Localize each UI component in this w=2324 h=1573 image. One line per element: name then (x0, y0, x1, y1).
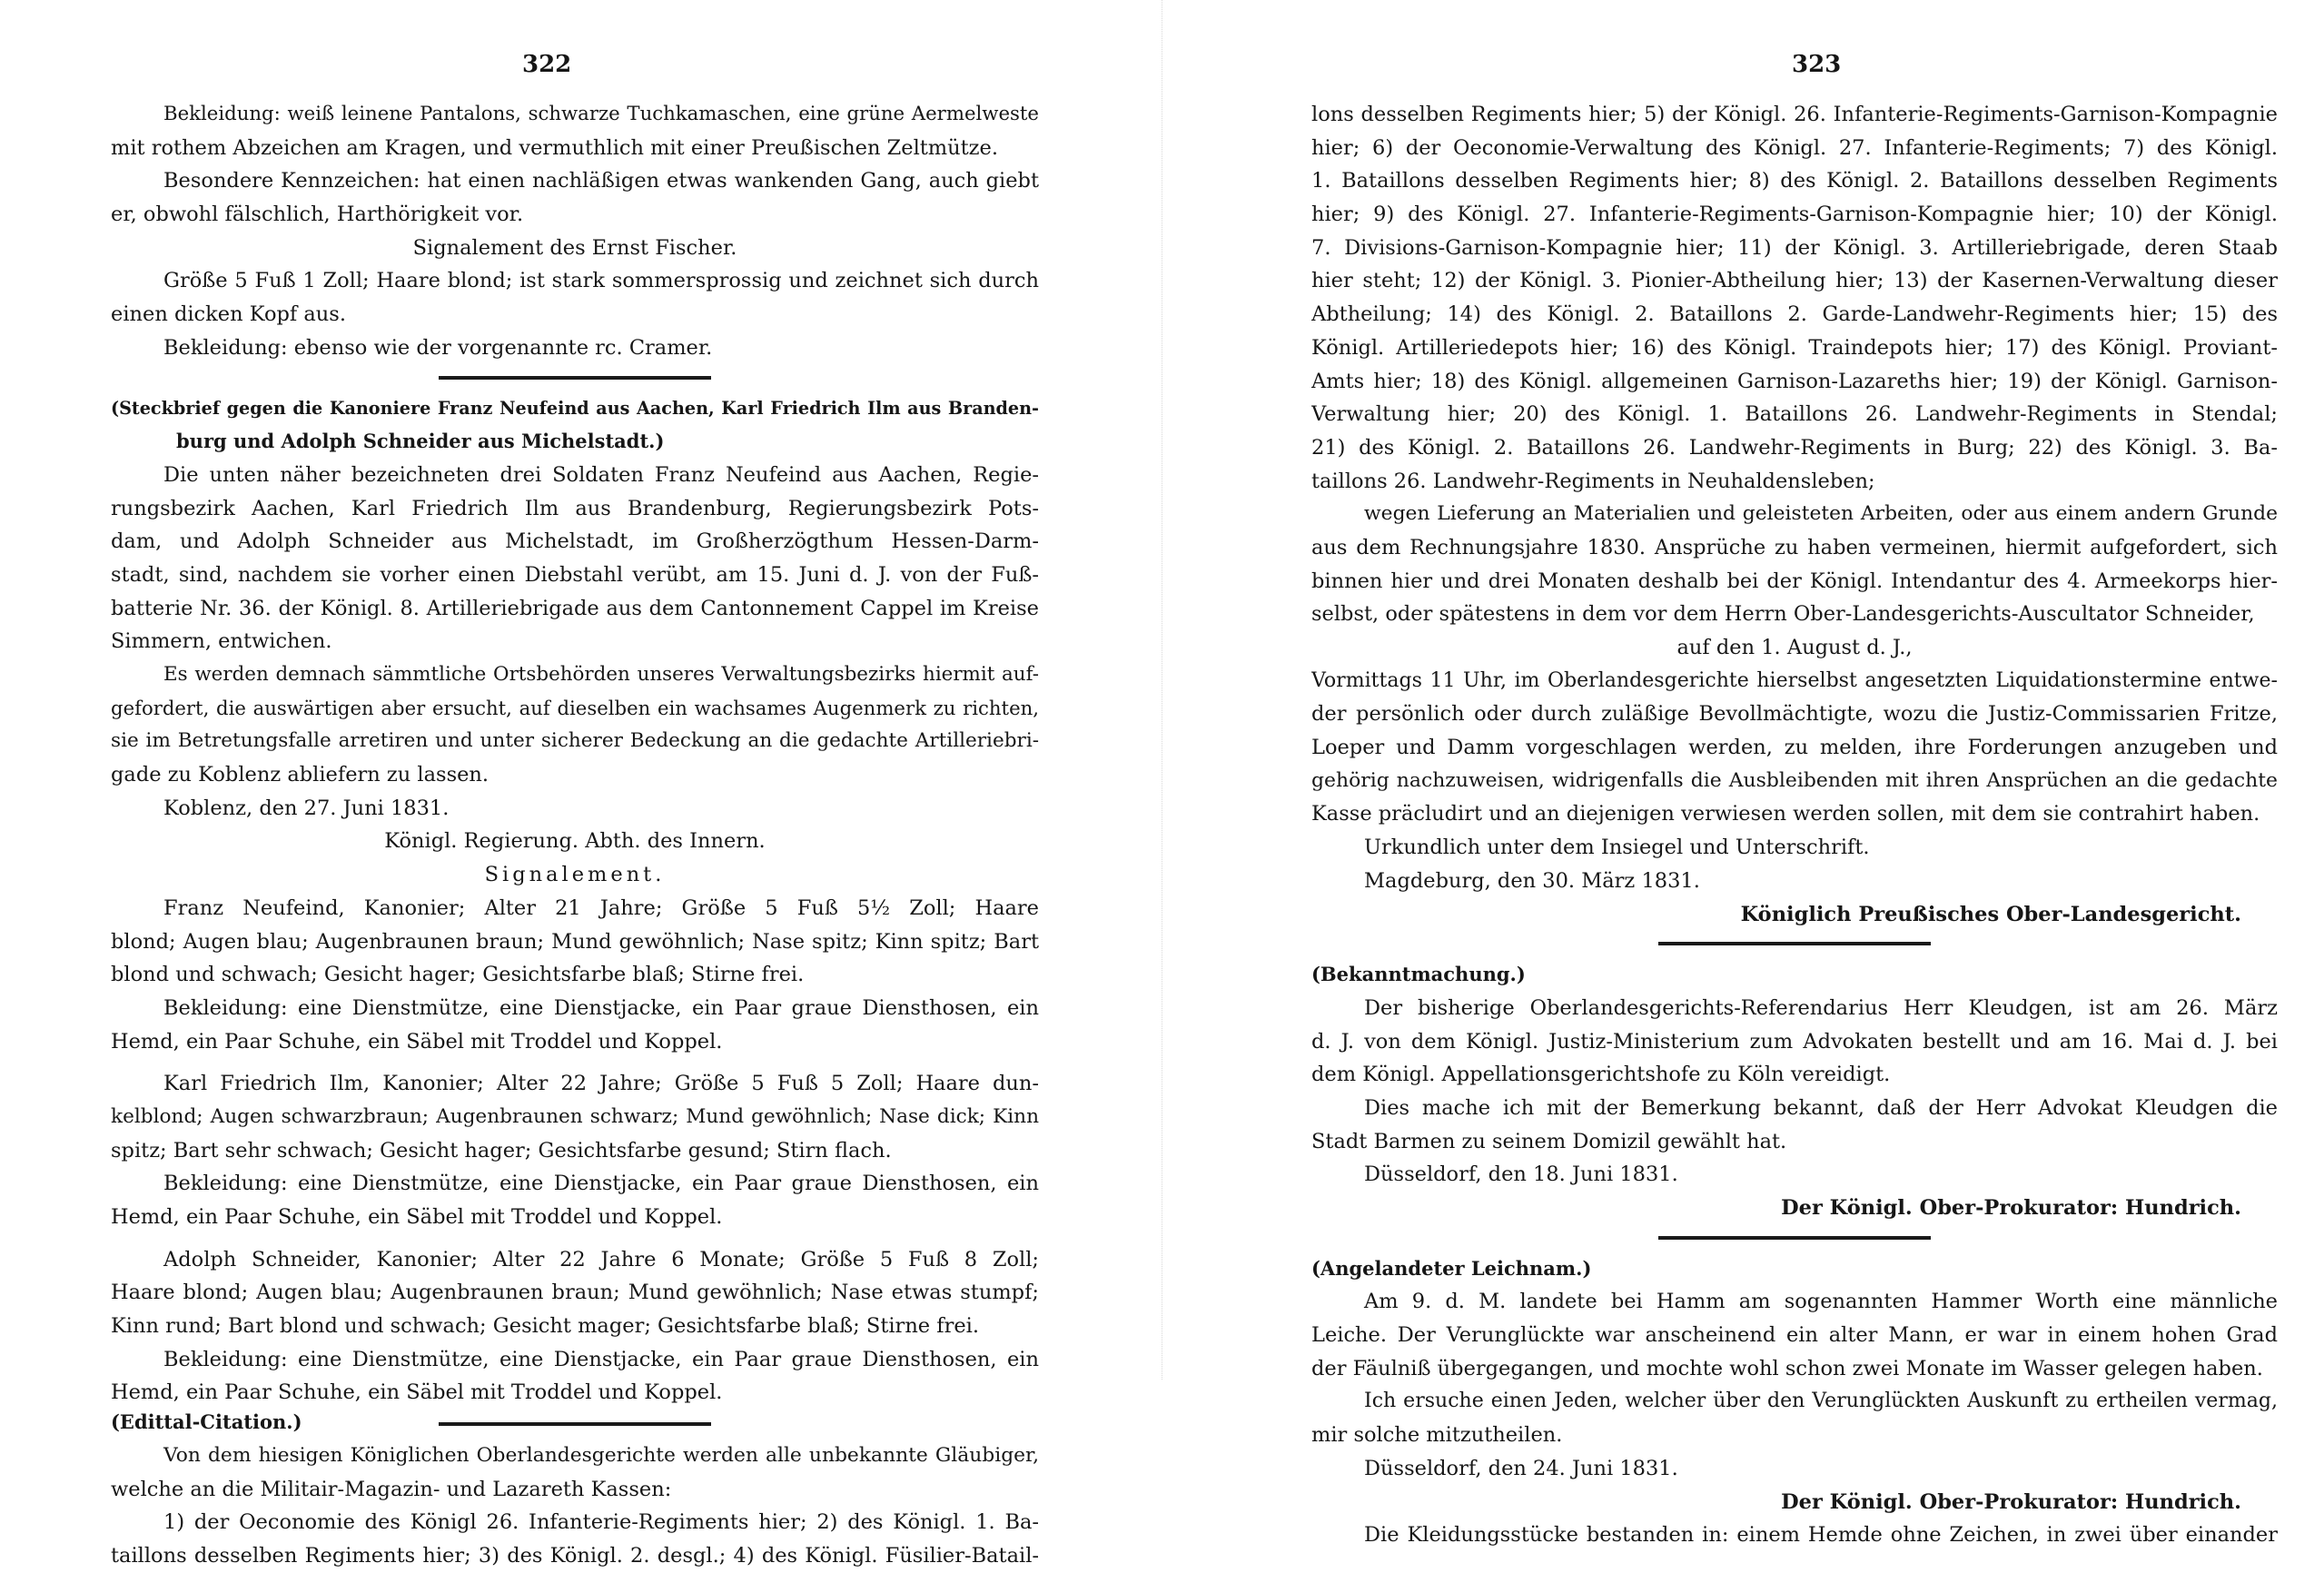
text-line: Verwaltung hier; 20) des Königl. 1. Bataillons 26. Landwehr-Regiments in Stendal; (1311, 402, 2278, 427)
text-line: stadt, sind, nachdem sie vorher einen Diebstahl verübt, am 15. Juni d. J. von der Fuß- (111, 562, 1039, 587)
text-line: gehörig nachzuweisen, widrigenfalls die Ausbleibenden mit ihren Ansprüchen an die gedachte (1311, 768, 2278, 792)
text-line: Karl Friedrich Ilm, Kanonier; Alter 22 Jahre; Größe 5 Fuß 5 Zoll; Haare dun- (163, 1072, 1039, 1096)
paragraph (111, 331, 1039, 365)
text-line: (Angelandeter Leichnam.) (1311, 1256, 1592, 1280)
text-line: Düsseldorf, den 24. Juni 1831. (1364, 1456, 1678, 1480)
text-line: Dies mache ich mit der Bemerkung bekannt, daß der Herr Advokat Kleudgen die (1364, 1095, 2278, 1120)
paragraph (1311, 1452, 2278, 1486)
text-line: spitz; Bart sehr schwach; Gesicht hager; Gesichtsfarbe gesund; Stirn flach. (111, 1138, 892, 1162)
text-line: Bekleidung: eine Dienstmütze, eine Dienstjacke, ein Paar graue Diensthosen, ein (163, 1172, 1039, 1196)
paragraph (1311, 1092, 2278, 1158)
spacer (111, 1058, 1039, 1067)
paragraph (1311, 865, 2278, 898)
paragraph (111, 459, 1039, 658)
right-column (1311, 98, 2278, 1552)
text-line: sie im Betretungsfalle arretiren und unter sicherer Bedeckung an die gedachte Artilleriebri- (111, 729, 1039, 753)
text-line: binnen hier und drei Monaten deshalb bei der Königl. Intendantur des 4. Armeekorps hier- (1311, 569, 2278, 593)
text-line: 1) der Oeconomie des Königl 26. Infanterie-Regiments hier; 2) des Königl. 1. Ba- (163, 1510, 1039, 1535)
heading-text: Königl. Regierung. Abth. des Innern. (384, 829, 766, 854)
paragraph (111, 164, 1039, 231)
text-line: einen dicken Kopf aus. (111, 302, 346, 327)
text-line: 1. Bataillons desselben Regiments hier; 8) des Königl. 2. Bataillons desselben Regiments (1311, 169, 2278, 193)
paragraph (111, 1067, 1039, 1167)
text-line: burg und Adolph Schneider aus Michelstadt.) (176, 430, 665, 453)
section-heading (111, 858, 1039, 892)
text-line: (Bekanntmachung.) (1311, 963, 1526, 986)
paragraph (111, 1167, 1039, 1233)
text-line: Die unten näher bezeichneten drei Soldaten Franz Neufeind aus Aachen, Regie- (163, 462, 1039, 487)
text-line: Es werden demnach sämmtliche Ortsbehörden unseres Verwaltungsbezirks hiermit auf- (163, 663, 1039, 686)
paragraph (111, 992, 1039, 1058)
text-line: Loeper und Damm vorgeschlagen werden, zu melden, ihre Forderungen anzugeben und (1311, 736, 2278, 760)
section-divider (1658, 942, 1931, 945)
section-caption (1311, 1252, 2278, 1286)
text-line: Abtheilung; 14) des Königl. 2. Bataillons 2. Garde-Landwehr-Regiments hier; 15) des (1311, 302, 2278, 327)
text-line: taillons desselben Regiments hier; 3) des Königl. 2. desgl.; 4) des Königl. Füsilier-Batail- (111, 1543, 1039, 1568)
text-line: Kasse präcludirt und an diejenigen verwiesen werden sollen, mit dem sie contrahirt haben. (1311, 802, 2260, 826)
text-line: 21) des Königl. 2. Bataillons 26. Landwehr-Regiments in Burg; 22) des Königl. 3. Ba- (1311, 435, 2278, 460)
paragraph (1311, 498, 2278, 631)
text-line: Die Kleidungsstücke bestanden in: einem Hemde ohne Zeichen, in zwei über einander (1364, 1523, 2278, 1548)
text-line: mit rothem Abzeichen am Kragen, und vermuthlich mit einer Preußischen Zeltmütze. (111, 135, 998, 160)
text-line: Ich ersuche einen Jeden, welcher über den Verunglückten Auskunft zu ertheilen vermag, (1364, 1390, 2278, 1413)
text-line: der persönlich oder durch zuläßige Bevollmächtigte, wozu die Justiz-Commissarien Fritze, (1311, 702, 2278, 727)
paragraph (1311, 98, 2278, 498)
text-line: Vormittags 11 Uhr, im Oberlandesgerichte hierselbst angesetzten Liquidationstermine entwe- (1311, 668, 2278, 692)
text-line: Magdeburg, den 30. März 1831. (1364, 868, 1700, 893)
caption-text: (Edittal-Citation.) (111, 1410, 302, 1434)
page-number: 322 (522, 51, 572, 78)
text-line: Bekleidung: ebenso wie der vorgenannte rc. Cramer. (163, 335, 713, 360)
text-line: Bekleidung: weiß leinene Pantalons, schwarze Tuchkamaschen, eine grüne Aermelweste (163, 103, 1039, 125)
paragraph (111, 1343, 1039, 1410)
paragraph (1311, 1519, 2278, 1552)
text-line: Kinn rund; Bart blond und schwach; Gesicht mager; Gesichtsfarbe blaß; Stirne frei. (111, 1314, 980, 1339)
section-caption (1311, 958, 2278, 992)
text-line: Haare blond; Augen blau; Augenbraunen braun; Mund gewöhnlich; Nase etwas stumpf; (111, 1281, 1039, 1305)
text-line: gade zu Koblenz abliefern zu lassen. (111, 763, 490, 787)
paragraph (111, 264, 1039, 331)
text-line: hier steht; 12) der Königl. 3. Pionier-Abtheilung hier; 13) der Kasernen-Verwaltung dieser (1311, 269, 2278, 293)
text-line: er, obwohl fälschlich, Harthörigkeit vor. (111, 203, 524, 227)
text-line: batterie Nr. 36. der Königl. 8. Artilleriebrigade aus dem Cantonnement Cappel im Kreise (111, 596, 1039, 620)
text-line: hier; 6) der Oeconomie-Verwaltung des Königl. 27. Infanterie-Regiments; 7) des Königl. (1311, 135, 2278, 160)
heading-text: Signalement des Ernst Fischer. (412, 235, 737, 260)
text-line: Düsseldorf, den 18. Juni 1831. (1364, 1162, 1678, 1187)
section-heading (111, 825, 1039, 858)
text-line: Größe 5 Fuß 1 Zoll; Haare blond; ist stark sommersprossig und zeichnet sich durch (163, 269, 1039, 293)
text-line: Amts hier; 18) des Königl. allgemeinen Garnison-Lazareths hier; 19) der Königl. Garnison- (1311, 369, 2278, 393)
text-line: Bekleidung: eine Dienstmütze, eine Dienstjacke, ein Paar graue Diensthosen, ein (163, 995, 1039, 1020)
text-line: blond und schwach; Gesicht hager; Gesichtsfarbe blaß; Stirne frei. (111, 963, 805, 987)
section-caption (111, 1410, 1039, 1439)
paragraph (1311, 1158, 2278, 1192)
paragraph (111, 1243, 1039, 1343)
text-line: Bekleidung: eine Dienstmütze, eine Dienstjacke, ein Paar graue Diensthosen, ein (163, 1347, 1039, 1371)
text-line: blond; Augen blau; Augenbraunen braun; Mund gewöhnlich; Nase spitz; Kinn spitz; Bart (111, 929, 1039, 954)
signature-text: Königlich Preußisches Ober-Landesgericht. (1740, 902, 2241, 926)
text-line: lons desselben Regiments hier; 5) der Königl. 26. Infanterie-Regiments-Garnison-Kompagnie (1311, 103, 2278, 126)
paragraph (1311, 992, 2278, 1092)
text-line: der Fäulniß übergegangen, und mochte wohl schon zwei Monate im Wasser gelegen haben. (1311, 1356, 2263, 1380)
text-line: Stadt Barmen zu seinem Domizil gewählt hat. (1311, 1129, 1787, 1153)
paragraph (1311, 1385, 2278, 1451)
text-line: hier; 9) des Königl. 27. Infanterie-Regiments-Garnison-Kompagnie hier; 10) der Königl. (1311, 203, 2278, 227)
text-line: 7. Divisions-Garnison-Kompagnie hier; 11) der Königl. 3. Artilleriebrigade, deren Staab (1311, 235, 2278, 260)
section-divider (1658, 1236, 1931, 1240)
text-line: mir solche mitzutheilen. (1311, 1423, 1563, 1448)
heading-text: Signalement. (484, 863, 666, 887)
text-line: Königl. Artilleriedepots hier; 16) des Königl. Traindepots hier; 17) des Königl. Proviant- (1311, 335, 2278, 360)
paragraph (111, 1439, 1039, 1506)
paragraph (111, 792, 1039, 826)
text-line: aus dem Rechnungsjahre 1830. Ansprüche zu haben vermeinen, hiermit aufgefordert, sich (1311, 535, 2278, 559)
text-line: Leiche. Der Verunglückte war anscheinend ein alter Mann, er war in einem hohen Grad (1311, 1323, 2278, 1348)
paragraph (111, 892, 1039, 992)
left-column (111, 98, 1039, 1573)
paragraph (111, 98, 1039, 164)
text-line: Adolph Schneider, Kanonier; Alter 22 Jahre 6 Monate; Größe 5 Fuß 8 Zoll; (163, 1247, 1039, 1271)
right-page (1172, 0, 2324, 1548)
paragraph (1311, 665, 2278, 831)
paragraph (1311, 1285, 2278, 1385)
paragraph (111, 658, 1039, 792)
text-line: dam, und Adolph Schneider aus Michelstadt, im Großherzögthum Hessen-Darm- (111, 529, 1039, 554)
text-line: Hemd, ein Paar Schuhe, ein Säbel mit Troddel und Koppel. (111, 1380, 723, 1405)
section-caption (111, 392, 1039, 459)
section-heading (1311, 631, 2278, 665)
text-line: Der bisherige Oberlandesgerichts-Referendarius Herr Kleudgen, ist am 26. März (1364, 995, 2278, 1020)
left-page (0, 0, 1153, 1568)
section-heading (111, 232, 1039, 265)
signature-text: Der Königl. Ober-Prokurator: Hundrich. (1781, 1489, 2241, 1514)
text-line: dem Königl. Appellationsgerichtshofe zu Köln vereidigt. (1311, 1063, 1891, 1087)
text-line: Besondere Kennzeichen: hat einen nachläßigen etwas wankenden Gang, auch giebt (163, 169, 1039, 193)
signature-text: Der Königl. Ober-Prokurator: Hundrich. (1781, 1196, 2241, 1220)
text-line: d. J. von dem Königl. Justiz-Ministerium zum Advokaten bestellt und am 16. Mai d. J. bei (1311, 1029, 2278, 1054)
heading-text: auf den 1. August d. J., (1676, 636, 1913, 659)
text-line: Simmern, entwichen. (111, 629, 332, 654)
text-line: kelblond; Augen schwarzbraun; Augenbraunen schwarz; Mund gewöhnlich; Nase dick; Kinn (111, 1104, 1039, 1128)
paragraph (1311, 831, 2278, 865)
page-number: 323 (1792, 51, 1842, 78)
text-line: selbst, oder spätestens in dem vor dem Herrn Ober-Landesgerichts-Auscultator Schneider, (1311, 602, 2255, 627)
text-line: Am 9. d. M. landete bei Hamm am sogenannten Hammer Worth eine männliche (1364, 1290, 2278, 1314)
spacer (111, 1234, 1039, 1243)
text-line: Hemd, ein Paar Schuhe, ein Säbel mit Troddel und Koppel. (111, 1205, 723, 1229)
text-line: (Steckbrief gegen die Kanoniere Franz Neufeind aus Aachen, Karl Friedrich Ilm aus Branden- (111, 397, 1039, 419)
paragraph (111, 1506, 1039, 1572)
text-line: taillons 26. Landwehr-Regiments in Neuhaldensleben; (1311, 469, 1875, 493)
text-line: Hemd, ein Paar Schuhe, ein Säbel mit Troddel und Koppel. (111, 1029, 723, 1054)
text-line: welche an die Militair-Magazin- und Lazareth Kassen: (111, 1477, 672, 1501)
signature-line (1311, 898, 2278, 932)
text-line: Urkundlich unter dem Insiegel und Unterschrift. (1364, 836, 1870, 860)
text-line: wegen Lieferung an Materialien und geleisteten Arbeiten, oder aus einem andern Grunde (1364, 502, 2278, 526)
text-line: rungsbezirk Aachen, Karl Friedrich Ilm aus Brandenburg, Regierungsbezirk Pots- (111, 496, 1039, 520)
text-line: Koblenz, den 27. Juni 1831. (163, 796, 450, 820)
text-line: Von dem hiesigen Königlichen Oberlandesgerichte werden alle unbekannte Gläubiger, (163, 1443, 1039, 1467)
signature-line (1311, 1486, 2278, 1519)
signature-line (1311, 1192, 2278, 1225)
text-line: gefordert, die auswärtigen aber ersucht, auf dieselben ein wachsames Augenmerk zu richten, (111, 696, 1039, 719)
section-divider (439, 376, 711, 380)
text-line: Franz Neufeind, Kanonier; Alter 21 Jahre; Größe 5 Fuß 5½ Zoll; Haare (163, 895, 1039, 920)
